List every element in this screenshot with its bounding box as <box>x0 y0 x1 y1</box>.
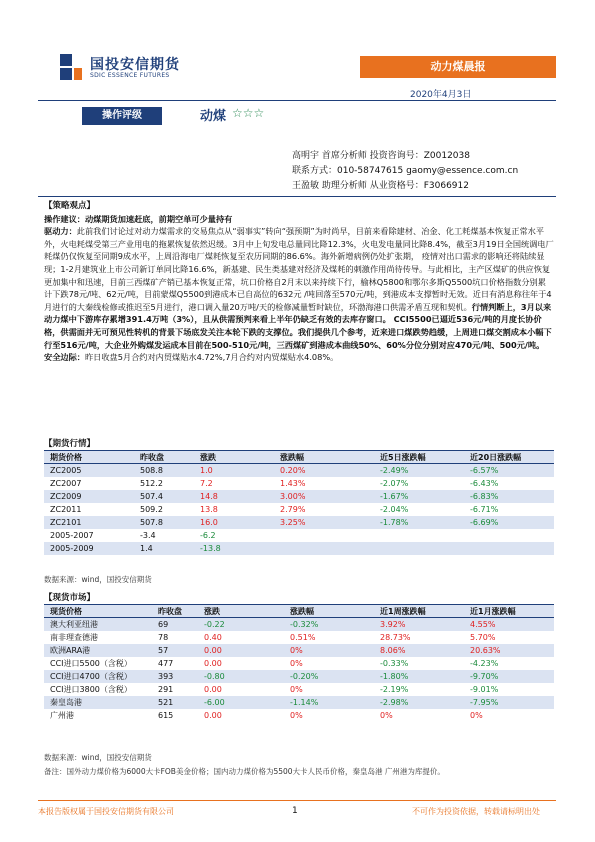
spot-cell: 5.70% <box>470 632 496 642</box>
footer-divider <box>38 800 556 801</box>
futures-col: 期货价格 <box>50 452 82 462</box>
futures-cell: 2005-2007 <box>50 530 94 540</box>
spot-cell: 广州港 <box>50 710 74 720</box>
spot-cell: 秦皇岛港 <box>44 696 152 709</box>
futures-cell: 14.8 <box>194 490 274 503</box>
futures-cell: 16.0 <box>194 516 274 529</box>
futures-cell: 3.00% <box>274 490 374 503</box>
futures-cell: ZC2011 <box>50 504 82 514</box>
futures-cell <box>374 542 464 555</box>
spot-cell: 0.00 <box>204 710 222 720</box>
report-date: 2020年4月3日 <box>410 90 472 100</box>
footer-disclaimer: 不可作为投资依据，转载请标明出处 <box>412 807 540 816</box>
report-type: 动力煤晨报 <box>430 60 486 73</box>
spot-col: 涨跌幅 <box>290 606 314 616</box>
futures-cell: ZC2005 <box>44 464 134 477</box>
futures-cell: -6.83% <box>464 490 554 503</box>
spot-col: 近1月涨跌幅 <box>470 606 516 616</box>
spot-row <box>44 696 554 709</box>
company-name-en: SDIC ESSENCE FUTURES <box>90 72 170 79</box>
spot-table <box>44 604 554 722</box>
spot-cell: 0% <box>290 710 303 720</box>
futures-cell <box>464 529 554 542</box>
futures-cell: 2005-2009 <box>44 542 134 555</box>
spot-cell: -0.22 <box>198 618 284 631</box>
spot-cell: 69 <box>152 618 198 631</box>
spot-cell: -2.98% <box>374 696 464 709</box>
spot-cell: 欧洲ARA港 <box>44 644 152 657</box>
spot-row <box>44 670 554 683</box>
futures-cell: 1.4 <box>134 542 194 555</box>
futures-cell: ZC2009 <box>44 490 134 503</box>
futures-cell: -2.49% <box>374 464 464 477</box>
futures-cell: 509.2 <box>140 504 163 514</box>
futures-row <box>44 477 554 490</box>
safety-label: 安全边际： <box>44 352 85 363</box>
futures-source: 数据来源：wind，国投安信期货 <box>44 575 152 584</box>
spot-cell: 477 <box>158 658 174 668</box>
rating-label: 操作评级 <box>82 107 162 125</box>
futures-cell: 3.25% <box>274 516 374 529</box>
spot-cell: -2.19% <box>380 684 409 694</box>
futures-cell: 7.2 <box>200 478 213 488</box>
futures-row <box>44 516 554 529</box>
header-divider <box>38 100 556 101</box>
spot-cell: 615 <box>158 710 174 720</box>
footer-copyright: 本报告版权属于国投安信期货有限公司 <box>38 807 174 816</box>
futures-col: 涨跌幅 <box>280 452 304 462</box>
spot-cell: 0% <box>290 684 303 694</box>
advice-text: 动煤期货加速赶底，前期空单可少量持有 <box>84 213 233 224</box>
section-divider <box>38 196 556 197</box>
report-type-banner <box>360 56 556 78</box>
strategy-head: 【策略观点】 <box>44 201 96 211</box>
futures-cell: -3.4 <box>140 530 156 540</box>
spot-cell: CCI进口4700（含税） <box>44 670 152 683</box>
spot-cell: 0.40 <box>204 632 222 642</box>
spot-col: 涨跌 <box>204 606 220 616</box>
futures-cell: -6.69% <box>464 516 554 529</box>
futures-cell <box>464 542 554 555</box>
spot-cell: 521 <box>152 696 198 709</box>
futures-cell: -6.2 <box>200 530 216 540</box>
spot-note: 备注：国外动力煤价格为6000大卡FOB美金价格；国内动力煤价格为5500大卡人民币价格，秦皇岛港 广州港为库提价。 <box>44 767 445 776</box>
spot-cell: 57 <box>152 644 198 657</box>
spot-cell: -9.70% <box>464 670 554 683</box>
futures-col: 涨跌 <box>200 452 216 462</box>
futures-head: 【期货行情】 <box>44 439 96 449</box>
spot-cell: 0% <box>284 644 374 657</box>
driver-paragraph <box>44 225 554 351</box>
spot-cell: -0.20% <box>284 670 374 683</box>
futures-row <box>44 529 554 542</box>
spot-cell: 0% <box>290 658 303 668</box>
spot-cell: 4.55% <box>464 618 554 631</box>
company-logo-icon <box>60 54 82 80</box>
spot-cell: -1.14% <box>284 696 374 709</box>
spot-cell: 20.63% <box>464 644 554 657</box>
spot-cell: -0.80 <box>198 670 284 683</box>
spot-cell: 0.51% <box>290 632 316 642</box>
advice-label: 操作建议： <box>44 213 85 224</box>
page-number: 1 <box>292 806 298 816</box>
spot-cell: 393 <box>152 670 198 683</box>
analyst-contact: 联系方式：010-58747615 gaomy@essence.com.cn <box>292 166 519 176</box>
futures-cell: -6.71% <box>470 504 499 514</box>
company-name: 国投安信期货 <box>90 57 180 73</box>
spot-cell: CCI进口3800（含税） <box>50 684 132 694</box>
advice-paragraph <box>44 213 554 226</box>
futures-cell: -1.67% <box>374 490 464 503</box>
rating-commodity: 动煤 <box>200 109 227 124</box>
futures-cell: 13.8 <box>200 504 218 514</box>
spot-cell: 8.06% <box>374 644 464 657</box>
futures-cell: 507.4 <box>134 490 194 503</box>
spot-cell: -6.00 <box>198 696 284 709</box>
driver-label: 驱动力： <box>44 226 77 237</box>
futures-cell: 508.8 <box>134 464 194 477</box>
spot-cell: 澳大利亚纽港 <box>44 618 152 631</box>
futures-header-row <box>44 451 554 464</box>
spot-row <box>44 657 554 670</box>
futures-row <box>44 490 554 503</box>
driver-text: 此前我们讨论过对动力煤需求的交易焦点从“弱事实”转向“强预期”为时尚早，目前来看除建材、冶金、化工耗煤基本恢复正常水平外，火电耗煤受第三产业用电的拖累恢复依然迟缓。3月中上旬发电总量同比降12.3%，火电发电量同比降8.4%，截至3月19日全国统调电厂耗煤仍仅恢复至同期9成水平，上周沿海电厂煤耗恢复至农历同期的86.6%。海外新增病例仍处扩张期， 疫情对出口需求的影响还将陆续显现；1-2月建筑业上市公司新订单同比降16.6%，新基建、民生类基建对经济及煤耗的刺激作用尚待传导。与此相比，主产区煤矿的供应恢复更加集中和迅速，目前三西煤矿产销已基本恢复正常，坑口价格自2月末以来持续下行，榆林Q5800和鄂尔多斯Q5500坑口价格指数分别累计下跌78元/吨、62元/吨，目前蒙煤Q5500到港成本已自高位的632元 /吨回落至570元/吨，到港成本支撑暂时无效。近日有消息称往年于4月进行的大秦线检修或推迟至5月进行，港口调入量20万吨/天的检修减量暂时缺位，环渤海港口供需矛盾互现和契机。 <box>44 226 554 312</box>
futures-row <box>44 503 554 516</box>
spot-row <box>44 618 554 631</box>
futures-cell <box>374 529 464 542</box>
spot-cell: 28.73% <box>380 632 411 642</box>
futures-cell: 0.20% <box>274 464 374 477</box>
spot-cell: 南非理查德港 <box>50 632 98 642</box>
futures-cell <box>274 529 374 542</box>
spot-cell: -4.23% <box>470 658 499 668</box>
spot-cell: 291 <box>158 684 174 694</box>
futures-cell: 1.0 <box>194 464 274 477</box>
futures-col: 近5日涨跌幅 <box>380 452 426 462</box>
spot-cell: 78 <box>158 632 169 642</box>
spot-cell: 0.00 <box>204 684 222 694</box>
futures-row <box>44 464 554 477</box>
safety-paragraph <box>44 351 554 364</box>
spot-row <box>44 644 554 657</box>
spot-col: 近1周涨跌幅 <box>380 606 426 616</box>
spot-header-row <box>44 605 554 618</box>
futures-cell: 512.2 <box>140 478 163 488</box>
spot-cell: 0% <box>470 710 483 720</box>
futures-cell: 507.8 <box>134 516 194 529</box>
futures-cell: ZC2007 <box>50 478 82 488</box>
futures-cell: -2.07% <box>380 478 409 488</box>
judge-label: 行情判断上， <box>471 301 521 312</box>
judge-text: 3月以来动力煤中下游库存累增391.4万吨（3%），且从供需预判来看上半年仍缺乏有效的去库存窗口。 CCI5500已逼近536元/吨的月度长协价格，供需面并无可预见性转机的背景下场底发关注本轮下跌的支撑位。我们提供几个参考，近来进口煤跌势趋缓，上周进口煤交割成本小幅下行至516元/吨，大企业外购煤发运成本目前在500-510元/吨，三西煤矿到港成本曲线50%、60%分位分别对应470元/吨、500元/吨。 <box>44 301 552 350</box>
spot-col: 昨收盘 <box>158 606 182 616</box>
spot-cell: CCI进口5500（含税） <box>50 658 132 668</box>
futures-cell: -1.78% <box>374 516 464 529</box>
safety-text: 昨日收盘5月合约对内贸煤贴水4.72%,7月合约对内贸煤贴水4.08%。 <box>84 352 339 363</box>
futures-cell: 2.79% <box>280 504 306 514</box>
futures-cell: 1.43% <box>280 478 306 488</box>
spot-row <box>44 709 554 722</box>
futures-cell: -2.04% <box>380 504 409 514</box>
spot-cell: 3.92% <box>374 618 464 631</box>
futures-row <box>44 542 554 555</box>
spot-cell: -0.32% <box>284 618 374 631</box>
futures-cell: ZC2101 <box>44 516 134 529</box>
spot-cell: -0.33% <box>380 658 409 668</box>
strategy-section <box>44 200 554 364</box>
spot-col: 现货价格 <box>50 606 82 616</box>
spot-row <box>44 631 554 644</box>
spot-row <box>44 683 554 696</box>
spot-cell: -9.01% <box>470 684 499 694</box>
futures-col: 近20日涨跌幅 <box>470 452 522 462</box>
spot-cell: 0% <box>380 710 393 720</box>
spot-source: 数据来源：wind，国投安信期货 <box>44 753 152 762</box>
futures-col: 昨收盘 <box>140 452 164 462</box>
analyst-line-1: 高明宇 首席分析师 投资咨询号：Z0012038 <box>292 151 470 161</box>
spot-head: 【现货市场】 <box>44 593 96 603</box>
futures-cell: -13.8 <box>194 542 274 555</box>
spot-cell: 0.00 <box>198 644 284 657</box>
futures-cell: -6.43% <box>470 478 499 488</box>
futures-table <box>44 450 554 555</box>
futures-cell: -6.57% <box>464 464 554 477</box>
spot-cell: 0.00 <box>204 658 222 668</box>
spot-cell: -7.95% <box>464 696 554 709</box>
analyst-line-2: 王盈敏 助理分析师 从业资格号：F3066912 <box>292 181 469 191</box>
spot-cell: -1.80% <box>374 670 464 683</box>
futures-cell <box>274 542 374 555</box>
rating-stars-icon: ☆☆☆ <box>232 106 265 120</box>
